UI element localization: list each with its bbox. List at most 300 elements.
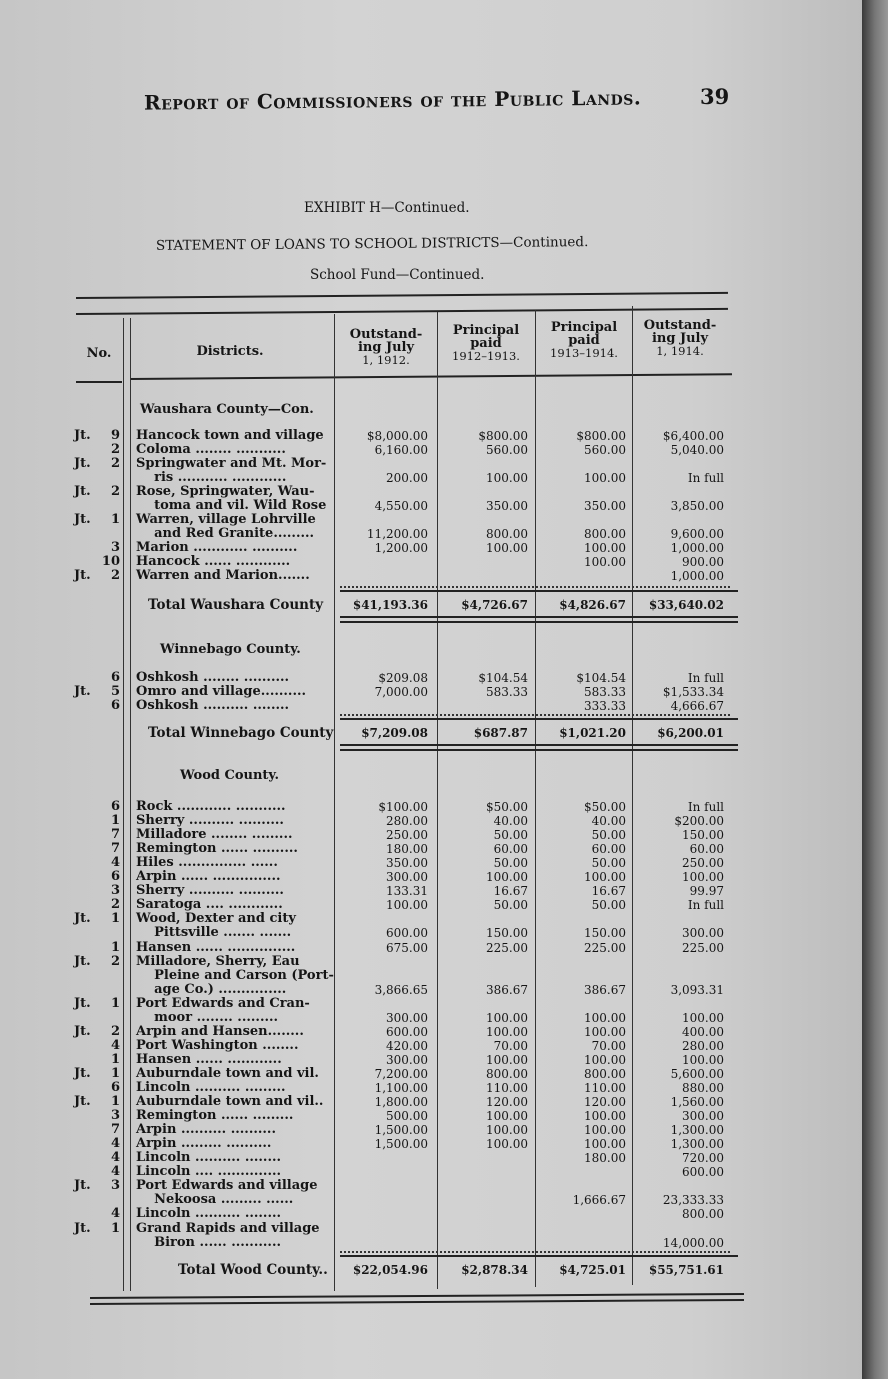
county-heading: Waushara County—Con. <box>140 402 314 417</box>
amount-cell: 133.31 <box>386 884 428 899</box>
column-divider <box>632 306 633 1285</box>
district-line: Auburndale town and vil.. <box>136 1094 324 1110</box>
number-value: 4 <box>110 1150 120 1166</box>
district-name <box>136 814 284 828</box>
district-line: Sherry .......... .......... <box>136 883 284 899</box>
district-line: Warren and Marion....... <box>136 568 310 583</box>
amount-cell: 100.00 <box>486 1010 528 1025</box>
district-line: ris ........... ............ <box>136 470 287 485</box>
total-amount: $33,640.02 <box>648 598 724 612</box>
district-number <box>60 1025 120 1039</box>
district-number <box>60 912 120 926</box>
district-line: Springwater and Mt. Mor- <box>136 456 327 471</box>
total-rule <box>340 744 738 746</box>
district-number <box>60 955 120 969</box>
dotted-rule <box>340 586 730 588</box>
amount-cell: 100.00 <box>584 870 626 885</box>
number-value: 7 <box>110 1122 120 1138</box>
district-number <box>60 699 120 713</box>
district-line: Coloma ........ ........... <box>136 442 286 457</box>
amount-cell: 100.00 <box>682 1052 724 1067</box>
amount-cell: 100.00 <box>584 1109 626 1124</box>
district-number <box>60 870 120 884</box>
total-label: Total Waushara County <box>148 597 324 613</box>
amount-cell: 800.00 <box>486 1066 528 1081</box>
number-value: 4 <box>110 1136 120 1152</box>
amount-cell: 60.00 <box>689 842 724 857</box>
amount-cell: 100.00 <box>584 541 626 555</box>
amount-cell: 100.00 <box>486 1137 528 1152</box>
district-name <box>136 1053 282 1067</box>
district-number <box>60 856 120 870</box>
district-line: Hancock ...... ............ <box>136 554 291 569</box>
amount-cell: 675.00 <box>386 940 428 955</box>
district-name <box>136 429 324 443</box>
amount-cell: 420.00 <box>386 1038 428 1053</box>
amount-cell: 1,666.67 <box>572 1193 626 1208</box>
district-line: Milladore ........ ......... <box>136 827 293 843</box>
amount-cell: 720.00 <box>682 1151 724 1166</box>
district-line: Lincoln .......... ......... <box>136 1080 286 1095</box>
amount-cell: 40.00 <box>591 814 626 829</box>
amount-cell: 1,300.00 <box>670 1137 724 1152</box>
total-amount: $41,193.36 <box>352 598 428 612</box>
district-number <box>60 485 120 499</box>
total-amount: $4,826.67 <box>559 598 626 612</box>
amount-cell: 800.00 <box>682 1207 724 1222</box>
amount-cell: 99.97 <box>689 884 724 899</box>
amount-cell: 350.00 <box>486 499 528 513</box>
number-value: 1 <box>110 813 120 829</box>
district-line: age Co.) ............... <box>136 981 287 997</box>
amount-cell: 100.00 <box>486 1024 528 1039</box>
number-value: 6 <box>110 869 120 885</box>
amount-cell: 100.00 <box>584 555 626 569</box>
district-line: Wood, Dexter and city <box>136 911 296 927</box>
amount-cell: 560.00 <box>486 443 528 457</box>
amount-cell: 60.00 <box>591 842 626 857</box>
district-number <box>60 1179 120 1193</box>
joint-marker: Jt. <box>74 1178 91 1194</box>
district-line: Rock ............ ........... <box>136 799 286 814</box>
amount-cell: 350.00 <box>584 499 626 513</box>
district-line: Port Edwards and Cran- <box>136 995 310 1011</box>
district-name <box>136 1123 276 1137</box>
joint-marker: Jt. <box>74 512 91 527</box>
district-name <box>136 955 334 997</box>
joint-marker: Jt. <box>74 995 91 1011</box>
district-line: Rose, Springwater, Wau- <box>136 484 315 499</box>
number-value: 1 <box>110 939 120 955</box>
total-amount: $22,054.96 <box>352 1263 428 1277</box>
amount-cell: 180.00 <box>584 1151 626 1166</box>
district-line: Lincoln .... .............. <box>136 1164 282 1180</box>
amount-cell: 100.00 <box>386 898 428 913</box>
amount-cell: 7,000.00 <box>374 685 428 699</box>
district-line: Arpin ...... ............... <box>136 869 281 885</box>
joint-marker: Jt. <box>74 456 91 471</box>
total-amount: $55,751.61 <box>648 1263 724 1277</box>
district-name <box>136 1137 271 1151</box>
district-number <box>60 1109 120 1123</box>
amount-cell: 350.00 <box>386 856 428 871</box>
running-head: Report of Commissioners of the Public Lands. <box>143 85 642 115</box>
district-name <box>136 1109 293 1123</box>
header-bottom-rule-no <box>76 381 122 383</box>
amount-cell: 600.00 <box>682 1165 724 1180</box>
number-value: 3 <box>110 1108 120 1124</box>
district-line: Arpin and Hansen........ <box>136 1023 304 1039</box>
district-name <box>136 541 297 555</box>
amount-cell: 386.67 <box>486 982 528 997</box>
amount-cell: $800.00 <box>576 429 626 443</box>
statement-title: STATEMENT OF LOANS TO SCHOOL DISTRICTS—Continued. <box>155 234 589 254</box>
amount-cell: 110.00 <box>486 1081 528 1095</box>
district-line: Milladore, Sherry, Eau <box>136 953 300 969</box>
district-name <box>136 941 295 955</box>
header-no: No. <box>86 346 112 361</box>
district-number <box>60 1081 120 1095</box>
header-principal-1913: Principal paid 1912–1913. <box>452 323 520 363</box>
amount-cell: $104.54 <box>478 671 528 685</box>
district-line: Pleine and Carson (Port- <box>136 967 334 983</box>
district-number <box>60 898 120 912</box>
district-name <box>136 856 278 870</box>
number-value: 2 <box>110 568 120 583</box>
district-name <box>136 800 286 814</box>
district-number <box>60 1207 120 1221</box>
amount-cell: 120.00 <box>584 1095 626 1110</box>
district-line: Oshkosh ........ .......... <box>136 670 290 685</box>
district-number <box>60 513 120 527</box>
joint-marker: Jt. <box>74 1094 91 1110</box>
district-name <box>136 912 296 940</box>
amount-cell: 120.00 <box>486 1095 528 1110</box>
total-rule <box>340 749 738 751</box>
amount-cell: 1,560.00 <box>670 1095 724 1110</box>
amount-cell: 3,850.00 <box>670 499 724 513</box>
district-number <box>60 569 120 583</box>
amount-cell: 200.00 <box>386 471 428 485</box>
district-number <box>60 671 120 685</box>
amount-cell: 300.00 <box>682 926 724 941</box>
amount-cell: 250.00 <box>386 828 428 843</box>
number-value: 4 <box>110 1164 120 1180</box>
amount-cell: 1,000.00 <box>670 541 724 555</box>
district-line: Biron ...... ........... <box>136 1234 281 1250</box>
column-divider <box>437 312 438 1289</box>
district-line: toma and vil. Wild Rose <box>136 498 327 513</box>
district-number <box>60 685 120 699</box>
column-divider <box>130 318 131 1291</box>
amount-cell: 900.00 <box>682 555 724 569</box>
amount-cell: 800.00 <box>584 1066 626 1081</box>
district-line: Marion ............ .......... <box>136 540 298 555</box>
amount-cell: $100.00 <box>378 800 428 814</box>
total-amount: $7,209.08 <box>361 726 428 740</box>
amount-cell: 150.00 <box>584 926 626 941</box>
district-line: Lincoln .......... ........ <box>136 1150 282 1166</box>
district-line: moor ........ ......... <box>136 1009 279 1025</box>
district-number <box>60 429 120 443</box>
amount-cell: 100.00 <box>682 870 724 885</box>
district-number <box>60 457 120 471</box>
district-name <box>136 1095 323 1109</box>
amount-cell: 70.00 <box>591 1038 626 1053</box>
amount-cell: 500.00 <box>386 1109 428 1124</box>
amount-cell: 600.00 <box>386 1024 428 1039</box>
number-value: 2 <box>110 456 120 471</box>
total-rule <box>340 616 738 618</box>
district-number <box>60 1165 120 1179</box>
amount-cell: 300.00 <box>386 1052 428 1067</box>
amount-cell: In full <box>687 800 724 814</box>
amount-cell: $8,000.00 <box>366 429 428 443</box>
amount-cell: 5,040.00 <box>670 443 724 457</box>
district-line: Hansen ...... ............... <box>136 939 296 955</box>
district-number <box>60 941 120 955</box>
amount-cell: 100.00 <box>486 1109 528 1124</box>
amount-cell: 70.00 <box>493 1038 528 1053</box>
district-name <box>136 1207 281 1221</box>
amount-cell: 50.00 <box>591 898 626 913</box>
district-name <box>136 671 289 685</box>
total-label: Total Winnebago County <box>148 725 334 741</box>
district-line: Arpin ......... .......... <box>136 1136 272 1152</box>
district-name <box>136 1165 281 1179</box>
amount-cell: 110.00 <box>584 1081 626 1095</box>
exhibit-title: EXHIBIT H—Continued. <box>304 200 470 216</box>
number-value: 3 <box>110 1178 120 1194</box>
fund-subtitle: School Fund—Continued. <box>310 267 485 283</box>
county-heading: Wood County. <box>180 768 280 783</box>
amount-cell: 600.00 <box>386 926 428 941</box>
district-line: Auburndale town and vil. <box>136 1065 319 1081</box>
total-rule <box>340 621 738 623</box>
district-number <box>60 541 120 555</box>
district-line: Omro and village.......... <box>136 684 307 699</box>
amount-cell: 100.00 <box>584 471 626 485</box>
district-number <box>60 800 120 814</box>
amount-cell: 225.00 <box>682 940 724 955</box>
district-line: Hansen ...... ............ <box>136 1051 282 1067</box>
district-line: Port Edwards and village <box>136 1178 318 1194</box>
amount-cell: 333.33 <box>584 699 626 713</box>
district-number <box>60 997 120 1011</box>
district-name <box>136 870 281 884</box>
district-number <box>60 1095 120 1109</box>
dotted-rule <box>340 714 730 716</box>
total-amount: $1,021.20 <box>559 726 626 740</box>
header-outstanding-1912: Outstand- ing July 1, 1912. <box>349 327 423 367</box>
number-value: 5 <box>110 684 120 699</box>
number-value: 1 <box>110 995 120 1011</box>
district-number <box>60 443 120 457</box>
amount-cell: 100.00 <box>486 870 528 885</box>
district-line: Port Washington ........ <box>136 1037 299 1053</box>
district-name <box>136 898 283 912</box>
total-label: Total Wood County.. <box>178 1262 328 1278</box>
district-name <box>136 513 316 541</box>
district-number <box>60 1151 120 1165</box>
amount-cell: 1,200.00 <box>374 541 428 555</box>
district-name <box>136 842 298 856</box>
amount-cell: 6,160.00 <box>374 443 428 457</box>
amount-cell: $1,533.34 <box>662 685 724 699</box>
district-number <box>60 814 120 828</box>
number-value: 1 <box>110 911 120 927</box>
number-value: 9 <box>110 428 120 443</box>
column-divider <box>535 310 536 1287</box>
number-value: 1 <box>110 1220 120 1236</box>
amount-cell: 1,500.00 <box>374 1123 428 1138</box>
page-edge <box>862 0 888 1379</box>
amount-cell: 583.33 <box>486 685 528 699</box>
amount-cell: 880.00 <box>682 1081 724 1095</box>
joint-marker: Jt. <box>74 428 91 443</box>
district-line: Nekoosa ......... ...... <box>136 1192 294 1208</box>
number-value: 6 <box>110 670 120 685</box>
district-number <box>60 884 120 898</box>
amount-cell: 50.00 <box>591 856 626 871</box>
number-value: 4 <box>110 855 120 871</box>
district-name <box>136 485 326 513</box>
amount-cell: 300.00 <box>386 1010 428 1025</box>
district-number <box>60 1053 120 1067</box>
amount-cell: 560.00 <box>584 443 626 457</box>
amount-cell: 100.00 <box>584 1137 626 1152</box>
subtotal-rule <box>340 590 738 592</box>
amount-cell: 100.00 <box>584 1010 626 1025</box>
joint-marker: Jt. <box>74 484 91 499</box>
number-value: 6 <box>110 799 120 814</box>
amount-cell: 225.00 <box>486 940 528 955</box>
column-divider <box>334 314 335 1291</box>
district-line: Pittsville ....... ....... <box>136 925 292 941</box>
header-districts: Districts. <box>196 344 264 359</box>
amount-cell: 280.00 <box>682 1038 724 1053</box>
amount-cell: 60.00 <box>493 842 528 857</box>
joint-marker: Jt. <box>74 568 91 583</box>
number-value: 7 <box>110 841 120 857</box>
joint-marker: Jt. <box>74 953 91 969</box>
amount-cell: $6,400.00 <box>662 429 724 443</box>
amount-cell: 1,100.00 <box>374 1081 428 1095</box>
district-number <box>60 555 120 569</box>
amount-cell: In full <box>687 671 724 685</box>
amount-cell: $800.00 <box>478 429 528 443</box>
district-number <box>60 1067 120 1081</box>
district-name <box>136 1025 304 1039</box>
joint-marker: Jt. <box>74 1023 91 1039</box>
district-line: Lincoln .......... ........ <box>136 1206 282 1222</box>
page-number: 39 <box>700 84 730 109</box>
amount-cell: 1,000.00 <box>670 569 724 583</box>
district-line: Warren, village Lohrville <box>136 512 316 527</box>
number-value: 2 <box>110 953 120 969</box>
district-line: and Red Granite......... <box>136 526 315 541</box>
dotted-rule <box>340 1251 730 1253</box>
district-name <box>136 1179 318 1207</box>
amount-cell: 1,500.00 <box>374 1137 428 1152</box>
amount-cell: 1,300.00 <box>670 1123 724 1138</box>
amount-cell: $200.00 <box>674 814 724 829</box>
district-name <box>136 699 289 713</box>
amount-cell: $50.00 <box>584 800 626 814</box>
district-name <box>136 1081 286 1095</box>
amount-cell: 4,550.00 <box>374 499 428 513</box>
amount-cell: 3,093.31 <box>670 982 724 997</box>
district-line: Saratoga .... ............ <box>136 897 283 913</box>
amount-cell: 150.00 <box>682 828 724 843</box>
total-amount: $6,200.01 <box>657 726 724 740</box>
number-value: 2 <box>110 897 120 913</box>
amount-cell: $50.00 <box>486 800 528 814</box>
amount-cell: 50.00 <box>591 828 626 843</box>
column-divider <box>123 318 124 1291</box>
district-name <box>136 828 293 842</box>
amount-cell: 100.00 <box>486 541 528 555</box>
amount-cell: 11,200.00 <box>366 527 428 541</box>
number-value: 7 <box>110 827 120 843</box>
number-value: 2 <box>110 484 120 499</box>
amount-cell: In full <box>687 471 724 485</box>
district-name <box>136 1067 319 1081</box>
amount-cell: 14,000.00 <box>662 1235 724 1250</box>
amount-cell: 100.00 <box>486 471 528 485</box>
amount-cell: 225.00 <box>584 940 626 955</box>
district-name <box>136 884 284 898</box>
number-value: 2 <box>110 442 120 457</box>
amount-cell: 50.00 <box>493 828 528 843</box>
amount-cell: 3,866.65 <box>374 982 428 997</box>
amount-cell: 583.33 <box>584 685 626 699</box>
district-line: Hancock town and village <box>136 428 324 443</box>
amount-cell: 100.00 <box>584 1024 626 1039</box>
district-line: Hiles ............... ...... <box>136 855 278 871</box>
amount-cell: 100.00 <box>486 1123 528 1138</box>
total-amount: $4,725.01 <box>559 1263 626 1277</box>
amount-cell: 50.00 <box>493 856 528 871</box>
district-number <box>60 842 120 856</box>
total-amount: $2,878.34 <box>461 1263 528 1277</box>
district-number <box>60 1222 120 1236</box>
amount-cell: 280.00 <box>386 814 428 829</box>
district-name <box>136 457 326 485</box>
joint-marker: Jt. <box>74 1065 91 1081</box>
amount-cell: 4,666.67 <box>670 699 724 713</box>
district-line: Grand Rapids and village <box>136 1220 320 1236</box>
district-line: Arpin .......... .......... <box>136 1122 276 1138</box>
amount-cell: In full <box>687 898 724 913</box>
district-line: Remington ...... .......... <box>136 841 298 857</box>
county-heading: Winnebago County. <box>160 642 301 657</box>
number-value: 3 <box>110 883 120 899</box>
district-number <box>60 1039 120 1053</box>
number-value: 1 <box>110 512 120 527</box>
number-value: 3 <box>110 540 120 555</box>
number-value: 4 <box>110 1206 120 1222</box>
district-name <box>136 997 310 1025</box>
number-value: 1 <box>110 1094 120 1110</box>
number-value: 6 <box>110 698 120 713</box>
number-value: 4 <box>110 1037 120 1053</box>
amount-cell: 800.00 <box>584 527 626 541</box>
subtotal-rule <box>340 718 738 720</box>
amount-cell: 16.67 <box>493 884 528 899</box>
amount-cell: 100.00 <box>486 1052 528 1067</box>
joint-marker: Jt. <box>74 1220 91 1236</box>
